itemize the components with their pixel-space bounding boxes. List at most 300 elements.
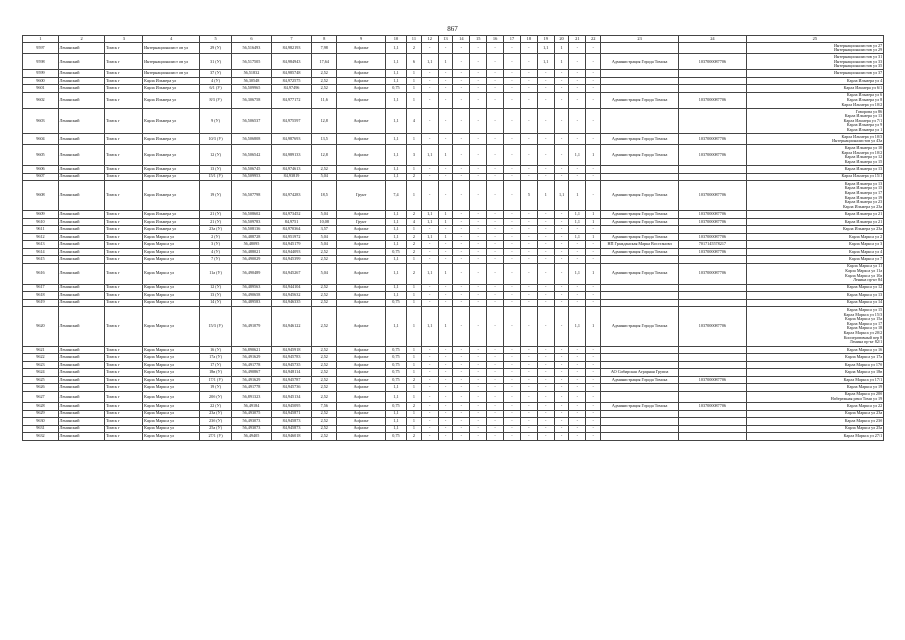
- table-cell: -: [487, 70, 504, 78]
- table-cell: НП Гражданская Марка Восстановл: [601, 241, 679, 249]
- address-line: Карла Ильмера ул 23а: [842, 226, 883, 232]
- table-cell: Ленинский: [58, 284, 104, 292]
- table-cell: 17,64: [312, 54, 337, 70]
- table-cell: [601, 361, 679, 369]
- table-cell: Томск г: [105, 361, 143, 369]
- address-line: Карла Маркса ул 10а: [845, 272, 883, 278]
- table-cell: -: [438, 70, 453, 78]
- table-cell: 0,75: [385, 369, 406, 377]
- column-header: 5: [200, 36, 232, 43]
- table-cell: 23б (У): [200, 418, 232, 426]
- table-cell: 1,1: [569, 218, 586, 226]
- table-cell: 56,509783: [231, 218, 271, 226]
- table-cell: 1: [407, 92, 422, 108]
- table-cell: Администрация Города Томска: [601, 307, 679, 347]
- table-cell: Томск г: [105, 70, 143, 78]
- table-cell: 1: [407, 425, 422, 433]
- table-cell: 1037000087706: [679, 92, 747, 108]
- table-cell: -: [438, 433, 453, 441]
- table-cell: 2,52: [312, 346, 337, 354]
- table-cell: 4 (У): [200, 77, 232, 85]
- table-cell: -: [487, 77, 504, 85]
- table-cell: -: [537, 70, 554, 78]
- table-cell: -: [520, 425, 537, 433]
- column-header: 20: [554, 36, 569, 43]
- table-cell: [679, 292, 747, 300]
- table-cell: -: [554, 92, 569, 108]
- table-cell: -: [569, 292, 586, 300]
- table-cell: -: [554, 145, 569, 166]
- table-row: [23, 410, 884, 418]
- table-cell: 56,493073: [231, 418, 271, 426]
- table-cell: -: [569, 391, 586, 402]
- table-cell: -: [453, 248, 470, 256]
- table-cell: 3 (У): [200, 241, 232, 249]
- table-cell: -: [438, 391, 453, 402]
- table-cell: -: [421, 256, 438, 264]
- table-row: [23, 433, 884, 441]
- table-cell: Асфальт: [337, 361, 386, 369]
- table-cell: -: [487, 384, 504, 392]
- table-cell: -: [470, 256, 487, 264]
- table-cell: Ленинский: [58, 433, 104, 441]
- table-cell: -: [520, 433, 537, 441]
- table-cell: -: [520, 70, 537, 78]
- table-cell: 56,490029: [231, 256, 271, 264]
- table-cell: -: [421, 181, 438, 211]
- table-cell: -: [438, 410, 453, 418]
- table-cell: -: [569, 361, 586, 369]
- table-cell: -: [537, 77, 554, 85]
- table-cell: Асфальт: [337, 263, 386, 284]
- address-line: Карла Ильмера ул 10/2: [841, 149, 883, 155]
- table-cell: Ленинский: [58, 299, 104, 307]
- table-cell: 2,52: [312, 354, 337, 362]
- table-cell: 1,1: [421, 218, 438, 226]
- table-cell: [601, 108, 679, 134]
- address-line: Карла Маркса ул 13: [846, 291, 883, 297]
- table-cell: Карла Маркса ул: [143, 263, 200, 284]
- table-cell: -: [586, 241, 601, 249]
- table-cell: 1: [407, 354, 422, 362]
- table-cell: Асфальт: [337, 384, 386, 392]
- table-cell: -: [470, 369, 487, 377]
- table-cell: 0,75: [385, 346, 406, 354]
- table-cell: -: [569, 410, 586, 418]
- table-cell: -: [487, 263, 504, 284]
- address-list-cell: [746, 108, 883, 134]
- table-cell: -: [438, 77, 453, 85]
- table-cell: Карла Маркса ул: [143, 233, 200, 241]
- table-cell: 84,985748: [271, 70, 311, 78]
- table-cell: 9613: [23, 241, 59, 249]
- table-cell: -: [504, 70, 521, 78]
- table-cell: 56,491778: [231, 361, 271, 369]
- table-cell: -: [470, 43, 487, 54]
- table-cell: -: [554, 241, 569, 249]
- table-cell: -: [537, 263, 554, 284]
- table-cell: -: [554, 70, 569, 78]
- address-list-cell: [746, 433, 883, 441]
- table-cell: 56,491079: [231, 307, 271, 347]
- table-cell: -: [504, 369, 521, 377]
- column-header: 16: [487, 36, 504, 43]
- table-cell: -: [569, 226, 586, 234]
- table-row: [23, 233, 884, 241]
- table-cell: 9619: [23, 299, 59, 307]
- table-cell: 2,52: [312, 299, 337, 307]
- table-cell: Асфальт: [337, 92, 386, 108]
- header-row: [23, 36, 884, 43]
- table-cell: Асфальт: [337, 369, 386, 377]
- table-cell: -: [504, 433, 521, 441]
- table-cell: Карла Ильмера ул: [143, 134, 200, 145]
- table-cell: -: [453, 77, 470, 85]
- table-cell: Асфальт: [337, 77, 386, 85]
- table-cell: Томск г: [105, 284, 143, 292]
- table-cell: 1,1: [385, 211, 406, 219]
- table-cell: -: [470, 391, 487, 402]
- table-cell: -: [586, 134, 601, 145]
- table-cell: 56,891323: [231, 391, 271, 402]
- table-cell: -: [569, 241, 586, 249]
- table-cell: Карла Ильмера ул: [143, 108, 200, 134]
- table-cell: -: [569, 354, 586, 362]
- table-cell: -: [537, 92, 554, 108]
- table-cell: 1: [407, 410, 422, 418]
- table-cell: -: [487, 403, 504, 411]
- table-cell: -: [569, 43, 586, 54]
- table-cell: -: [586, 410, 601, 418]
- table-cell: 0,75: [385, 354, 406, 362]
- table-cell: -: [438, 376, 453, 384]
- table-cell: 1: [407, 181, 422, 211]
- table-cell: [601, 354, 679, 362]
- table-cell: Администрация Города Томска: [601, 248, 679, 256]
- table-cell: 84,945095: [271, 403, 311, 411]
- address-list-cell: [746, 70, 883, 78]
- table-cell: 9627: [23, 391, 59, 402]
- address-line: Интернационалистов ул 31: [834, 54, 883, 60]
- table-cell: 56,493073: [231, 425, 271, 433]
- table-cell: -: [421, 418, 438, 426]
- table-cell: 1,1: [385, 391, 406, 402]
- table-cell: -: [470, 92, 487, 108]
- address-line: Карла Маркса ул 23б: [844, 417, 883, 423]
- table-cell: Карла Маркса ул: [143, 354, 200, 362]
- table-cell: 84,987693: [271, 134, 311, 145]
- table-cell: 84,97496: [271, 85, 311, 93]
- table-cell: 2,52: [312, 418, 337, 426]
- table-cell: 20б (У): [200, 391, 232, 402]
- table-cell: 0,75: [385, 433, 406, 441]
- table-cell: -: [504, 173, 521, 181]
- table-cell: Асфальт: [337, 108, 386, 134]
- table-cell: -: [586, 361, 601, 369]
- table-cell: -: [421, 433, 438, 441]
- table-cell: -: [520, 134, 537, 145]
- table-cell: -: [569, 248, 586, 256]
- table-row: [23, 218, 884, 226]
- table-cell: -: [470, 166, 487, 174]
- address-line: Карла Маркса ул 4: [849, 248, 883, 254]
- table-cell: 9609: [23, 211, 59, 219]
- table-cell: 1,1: [385, 425, 406, 433]
- table-cell: -: [520, 145, 537, 166]
- table-cell: 1: [407, 391, 422, 402]
- address-line: Карла Ильмера ул 4: [846, 77, 883, 83]
- table-cell: -: [453, 233, 470, 241]
- address-line: Карла Маркса ул 25а: [845, 425, 883, 431]
- table-row: [23, 346, 884, 354]
- table-cell: 9621: [23, 346, 59, 354]
- table-cell: 1,1: [385, 108, 406, 134]
- table-cell: -: [453, 166, 470, 174]
- table-cell: 5,04: [312, 173, 337, 181]
- table-cell: 84,945783: [271, 354, 311, 362]
- table-cell: -: [537, 425, 554, 433]
- address-line: Карла Ильмера ул 10: [844, 145, 883, 150]
- table-cell: -: [421, 241, 438, 249]
- address-line: Карла Ильмера ул 15: [844, 185, 883, 191]
- table-cell: 1,1: [385, 307, 406, 347]
- address-line: Карла Маркса ул 12: [846, 284, 883, 290]
- table-cell: 84,9751: [271, 218, 311, 226]
- table-row: [23, 284, 884, 292]
- table-cell: 9631: [23, 425, 59, 433]
- table-cell: -: [537, 292, 554, 300]
- table-cell: Ленинский: [58, 181, 104, 211]
- table-cell: 1037000087706: [679, 181, 747, 211]
- table-cell: Томск г: [105, 241, 143, 249]
- table-cell: -: [504, 85, 521, 93]
- table-cell: 9611: [23, 226, 59, 234]
- table-cell: -: [537, 307, 554, 347]
- table-cell: 1: [407, 418, 422, 426]
- table-cell: 18,5: [312, 181, 337, 211]
- table-cell: 9622: [23, 354, 59, 362]
- table-cell: Карла Маркса ул: [143, 292, 200, 300]
- table-cell: -: [421, 410, 438, 418]
- table-cell: Ленинский: [58, 403, 104, 411]
- table-cell: -: [504, 54, 521, 70]
- table-cell: Ленинский: [58, 226, 104, 234]
- table-cell: [679, 85, 747, 93]
- table-cell: 1,1: [421, 145, 438, 166]
- table-cell: 1: [537, 181, 554, 211]
- table-cell: Карла Ильмера ул: [143, 77, 200, 85]
- table-row: [23, 70, 884, 78]
- table-cell: Томск г: [105, 256, 143, 264]
- table-cell: -: [554, 391, 569, 402]
- table-cell: 1: [554, 43, 569, 54]
- table-cell: 2,52: [312, 369, 337, 377]
- address-list-cell: [746, 211, 883, 219]
- table-cell: 56,489563: [231, 284, 271, 292]
- address-list-cell: [746, 218, 883, 226]
- address-line: Кооперативный пер 8: [843, 334, 883, 340]
- table-cell: Ленинский: [58, 92, 104, 108]
- table-cell: 5: [520, 181, 537, 211]
- table-cell: -: [438, 248, 453, 256]
- table-cell: 84,945787: [271, 376, 311, 384]
- table-cell: -: [554, 418, 569, 426]
- table-cell: -: [554, 211, 569, 219]
- table-cell: [679, 256, 747, 264]
- table-cell: -: [520, 384, 537, 392]
- address-line: Интернационалистов ул 43а: [832, 138, 883, 144]
- table-cell: 84,977172: [271, 92, 311, 108]
- table-cell: -: [504, 134, 521, 145]
- table-cell: -: [586, 384, 601, 392]
- address-line: Карла Маркса ул 15а: [845, 316, 883, 322]
- table-cell: -: [586, 226, 601, 234]
- table-cell: 1,1: [385, 263, 406, 284]
- table-cell: Томск г: [105, 166, 143, 174]
- table-cell: -: [453, 256, 470, 264]
- column-header: 1: [23, 36, 59, 43]
- table-cell: 2: [407, 263, 422, 284]
- address-line: Карла Ильмера ул 23а: [842, 203, 883, 209]
- table-cell: -: [554, 256, 569, 264]
- table-cell: -: [586, 256, 601, 264]
- address-line: Карла Маркса ул 20б: [844, 391, 883, 397]
- table-cell: 7,56: [312, 403, 337, 411]
- address-line: Карла Маркса ул 17а: [845, 354, 883, 360]
- table-cell: -: [438, 108, 453, 134]
- table-cell: -: [554, 218, 569, 226]
- table-cell: 56,516493: [231, 43, 271, 54]
- table-cell: 1,1: [385, 145, 406, 166]
- table-cell: 1037000087706: [679, 403, 747, 411]
- table-row: [23, 92, 884, 108]
- table-row: [23, 85, 884, 93]
- table-cell: Ленинский: [58, 391, 104, 402]
- table-cell: 2,52: [312, 361, 337, 369]
- table-cell: 9617: [23, 284, 59, 292]
- table-cell: -: [586, 166, 601, 174]
- address-list-cell: [746, 77, 883, 85]
- table-cell: 1,1: [569, 145, 586, 166]
- table-cell: Карла Ильмера ул: [143, 166, 200, 174]
- table-cell: Асфальт: [337, 292, 386, 300]
- address-line: Карла Маркса ул 16: [846, 346, 883, 352]
- table-cell: -: [520, 211, 537, 219]
- table-cell: 0,75: [385, 85, 406, 93]
- table-cell: -: [438, 43, 453, 54]
- table-cell: 11,6: [312, 92, 337, 108]
- table-cell: 1,1: [421, 233, 438, 241]
- table-cell: -: [504, 292, 521, 300]
- table-cell: 84,984943: [271, 54, 311, 70]
- table-cell: 84,945736: [271, 384, 311, 392]
- table-row: [23, 384, 884, 392]
- table-cell: 84,970364: [271, 226, 311, 234]
- table-cell: [601, 292, 679, 300]
- table-cell: -: [569, 425, 586, 433]
- address-list-cell: [746, 248, 883, 256]
- table-cell: -: [487, 211, 504, 219]
- table-cell: -: [586, 77, 601, 85]
- table-cell: -: [554, 248, 569, 256]
- table-cell: 56,51832: [231, 70, 271, 78]
- table-cell: Томск г: [105, 181, 143, 211]
- table-cell: -: [569, 92, 586, 108]
- table-cell: -: [520, 391, 537, 402]
- table-cell: -: [487, 433, 504, 441]
- address-line: Карла Ильмера ул 13: [844, 165, 883, 171]
- table-cell: -: [453, 361, 470, 369]
- table-cell: -: [453, 410, 470, 418]
- table-cell: -: [537, 145, 554, 166]
- table-cell: 8/3 (У): [200, 92, 232, 108]
- table-cell: -: [470, 284, 487, 292]
- column-header: 21: [569, 36, 586, 43]
- table-cell: [679, 108, 747, 134]
- table-cell: Ленинский: [58, 384, 104, 392]
- table-cell: -: [438, 92, 453, 108]
- table-cell: Томск г: [105, 145, 143, 166]
- table-cell: -: [421, 376, 438, 384]
- table-cell: 56,49184: [231, 403, 271, 411]
- table-cell: 1: [407, 299, 422, 307]
- table-cell: -: [453, 218, 470, 226]
- table-cell: Томск г: [105, 85, 143, 93]
- table-cell: -: [438, 166, 453, 174]
- table-cell: 0,75: [385, 248, 406, 256]
- table-cell: -: [438, 241, 453, 249]
- table-cell: Интернационалист ов ул: [143, 54, 200, 70]
- table-cell: -: [487, 134, 504, 145]
- table-cell: 1037000087706: [679, 248, 747, 256]
- table-cell: -: [470, 425, 487, 433]
- table-cell: 1: [438, 263, 453, 284]
- table-cell: 1: [407, 134, 422, 145]
- table-cell: [679, 299, 747, 307]
- table-cell: 84,948114: [271, 369, 311, 377]
- table-cell: [601, 418, 679, 426]
- table-cell: -: [487, 376, 504, 384]
- table-cell: 84,945871: [271, 410, 311, 418]
- table-cell: -: [586, 346, 601, 354]
- table-cell: 15/3 (У): [200, 307, 232, 347]
- table-row: [23, 43, 884, 54]
- table-cell: Ленинский: [58, 361, 104, 369]
- table-cell: -: [487, 181, 504, 211]
- address-line: Карла Маркса ул 17/1: [843, 376, 883, 382]
- table-cell: -: [453, 384, 470, 392]
- address-line: Карла Маркса ул 2: [849, 233, 883, 239]
- address-line: Интернационалистов ул 35: [834, 63, 883, 69]
- table-cell: -: [470, 307, 487, 347]
- address-list-cell: [746, 292, 883, 300]
- table-cell: Асфальт: [337, 354, 386, 362]
- table-cell: 1: [586, 263, 601, 284]
- address-list-cell: [746, 384, 883, 392]
- table-cell: 1: [438, 145, 453, 166]
- table-row: [23, 292, 884, 300]
- table-cell: -: [520, 418, 537, 426]
- table-cell: 1: [407, 361, 422, 369]
- table-cell: 1037000087706: [679, 263, 747, 284]
- table-cell: -: [453, 425, 470, 433]
- table-cell: -: [569, 166, 586, 174]
- table-cell: 56,491629: [231, 376, 271, 384]
- table-cell: -: [453, 346, 470, 354]
- table-cell: -: [537, 369, 554, 377]
- table-cell: -: [438, 284, 453, 292]
- table-cell: -: [487, 284, 504, 292]
